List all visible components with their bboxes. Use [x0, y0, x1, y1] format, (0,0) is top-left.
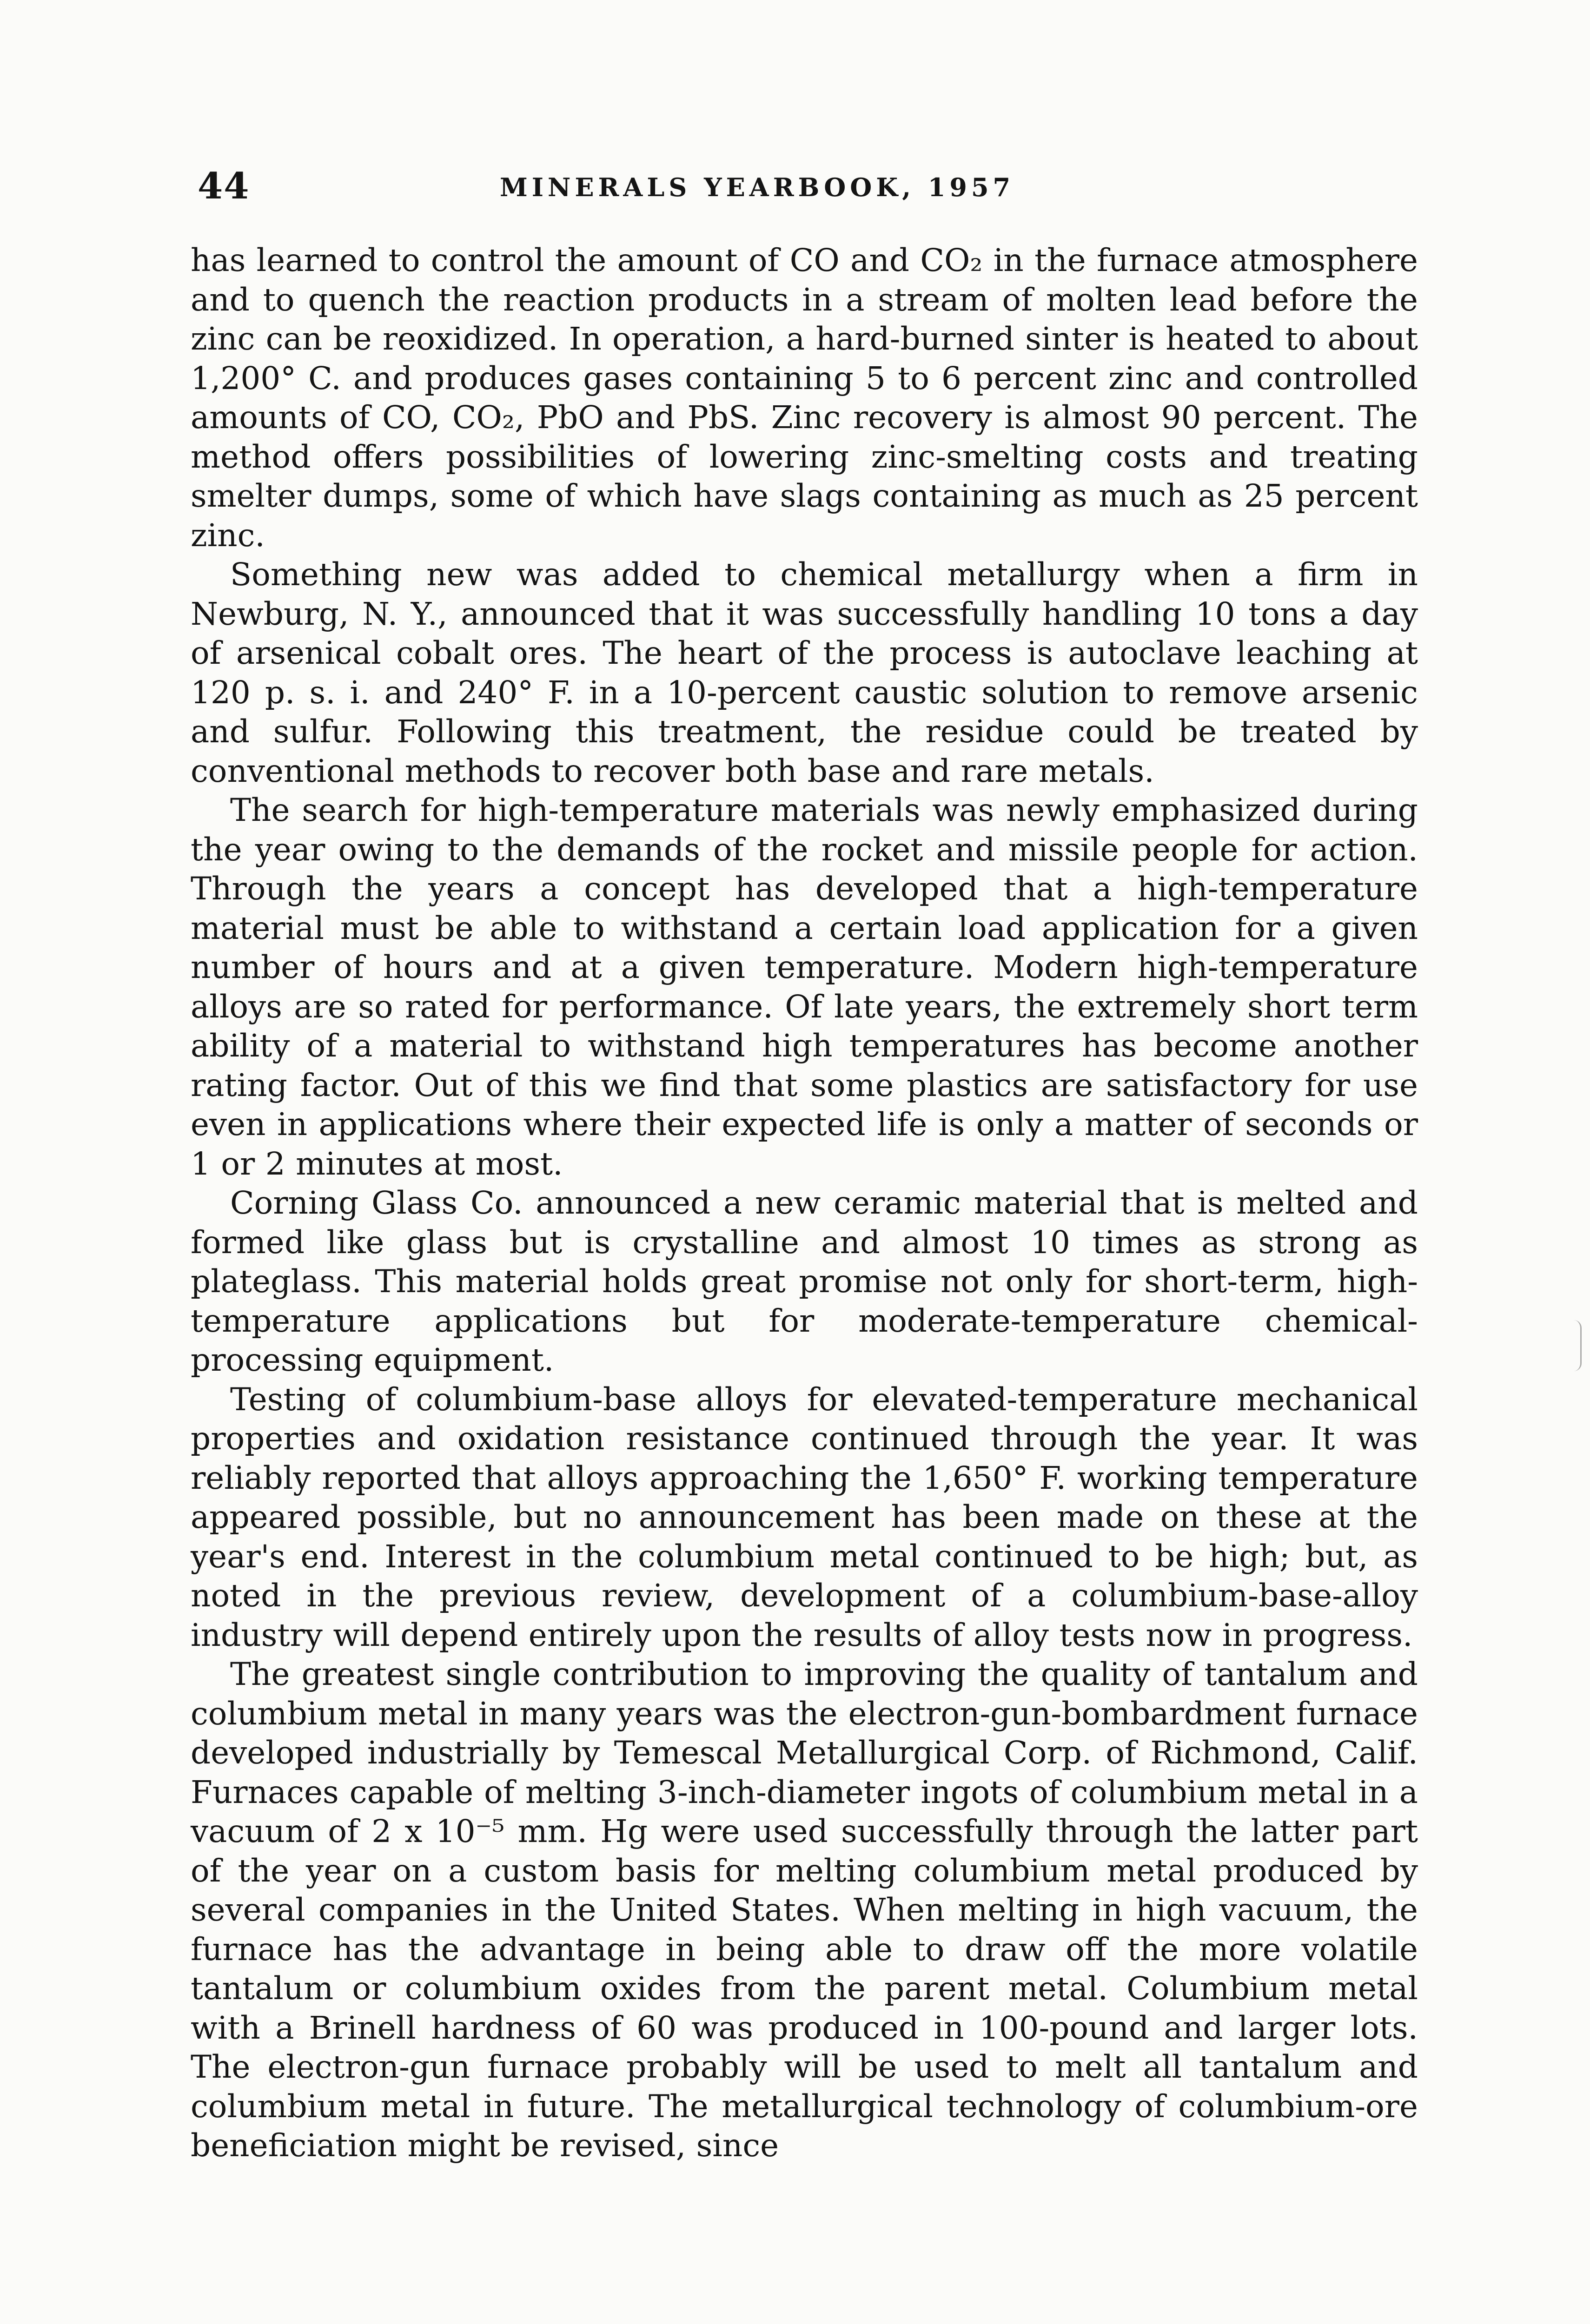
running-title: MINERALS YEARBOOK, 1957 [500, 172, 1015, 202]
scan-edge-mark [1574, 1320, 1582, 1371]
page-number: 44 [198, 165, 250, 207]
paragraph-columbium-alloys: Testing of columbium-base alloys for elevated-temperature mechanical properties and oxidation resistance continued through the year. It was reliably reported that alloys approaching the 1,650° F. working temperature appeared possible, but no announcement has been made on these at the year's end. Interest in the columbium metal continued to be high; but, as noted in the previous review, development of a columbium-base-alloy industry will depend entirely upon the results of alloy tests now in progress. [191, 1380, 1418, 1653]
paragraph-arsenical-cobalt: Something new was added to chemical metallurgy when a firm in Newburg, N. Y., announced that it was successfully handling 10 tons a day of arsenical cobalt ores. The heart of the process is autoclave leaching at 120 p. s. i. and 240° F. in a 10-percent caustic solution to remove arsenic and sulfur. Following this treatment, the residue could be treated by conventional methods to recover both base and rare metals. [191, 556, 1418, 789]
paragraph-zinc-smelting: has learned to control the amount of CO and CO₂ in the furnace atmosphere and to quench the reaction products in a stream of molten lead before the zinc can be reoxidized. In operation, a hard-burned sinter is heated to about 1,200° C. and produces gases containing 5 to 6 percent zinc and controlled amounts of CO, CO₂, PbO and PbS. Zinc recovery is almost 90 percent. The method offers possibilities of lowering zinc-smelting costs and treating smelter dumps, some of which have slags containing as much as 25 percent zinc. [191, 242, 1418, 554]
paragraph-electron-gun-furnace: The greatest single contribution to improving the quality of tantalum and columbium metal in many years was the electron-gun-bombardment furnace developed industrially by Temescal Metallurgical Corp. of Richmond, Calif. Furnaces capable of melting 3-inch-diameter ingots of columbium metal in a vacuum of 2 x 10⁻⁵ mm. Hg were used successfully through the latter part of the year on a custom basis for melting columbium metal produced by several companies in the United States. When melting in high vacuum, the furnace has the advantage in being able to draw off the more volatile tantalum or columbium oxides from the parent metal. Columbium metal with a Brinell hardness of 60 was produced in 100-pound and larger lots. The electron-gun furnace probably will be used to melt all tantalum and columbium metal in future. The metallurgical technology of columbium-ore beneficiation might be revised, since [191, 1656, 1418, 2164]
body-text [191, 241, 1418, 2166]
paragraph-corning-glass: Corning Glass Co. announced a new ceramic material that is melted and formed like glass but is crystalline and almost 10 times as strong as plateglass. This material holds great promise not only for short-term, high-temperature applications but for moderate-temperature chemical-processing equipment. [191, 1184, 1418, 1378]
running-header [198, 165, 1406, 216]
paragraph-high-temperature-materials: The search for high-temperature materials was newly emphasized during the year owing to the demands of the rocket and missile people for action. Through the years a concept has developed that a high-temperature material must be able to withstand a certain load application for a given number of hours and at a given temperature. Modern high-temperature alloys are so rated for performance. Of late years, the extremely short term ability of a material to withstand high temperatures has become another rating factor. Out of this we find that some plastics are satisfactory for use even in applications where their expected life is only a matter of seconds or 1 or 2 minutes at most. [191, 792, 1418, 1182]
